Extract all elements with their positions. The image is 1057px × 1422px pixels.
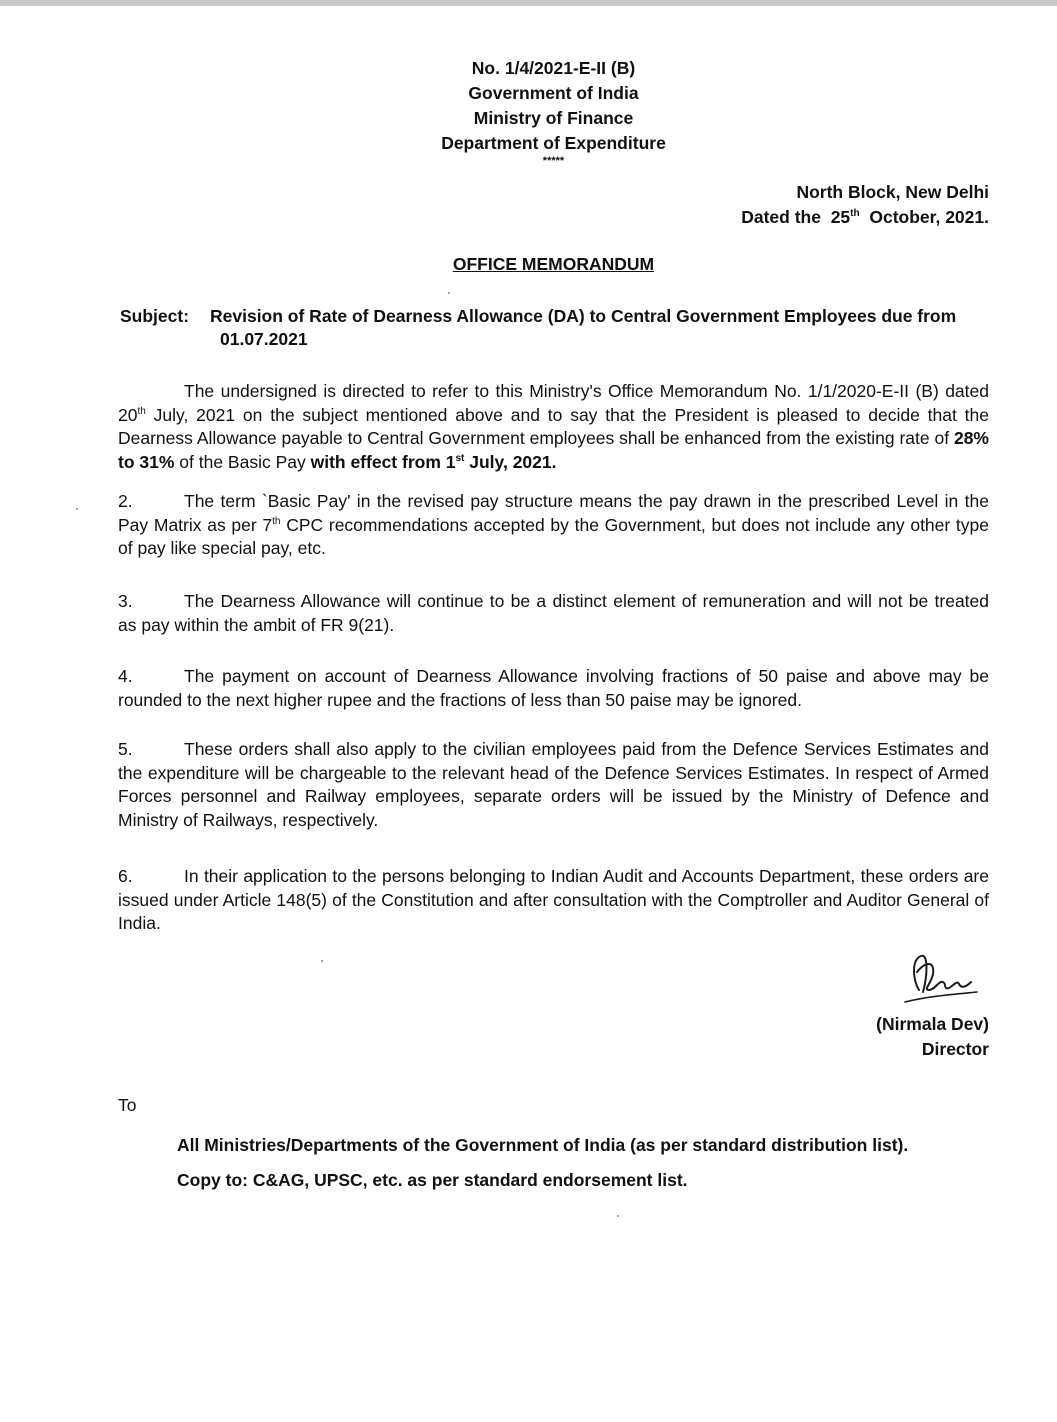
location: North Block, New Delhi [796,182,989,202]
paragraph-number: 6. [118,866,133,886]
p1-effective-date: July, 2021. [464,451,557,472]
subject-text-line2: 01.07.2021 [220,329,308,349]
copy-to: Copy to: C&AG, UPSC, etc. as per standard endorsement list. [177,1170,688,1190]
header-stars: ***** [542,155,565,167]
p3-text: The Dearness Allowance will continue to be a distinct element of remuneration and will not be treated as pay within the ambit of FR 9(21). [118,591,989,635]
subject-text-line1: Revision of Rate of Dearness Allowance (DA) to Central Government Employees due from [210,306,957,326]
letterhead [0,56,1057,166]
p5-text: These orders shall also apply to the civilian employees paid from the Defence Services Estimates and the expenditure will be chargeable to the relevant head of the Defence Services Estimates. In respect of Armed Forces personnel and Railway employees, separate orders will be issued by the Ministry of Defence and Ministry of Railways, respectively. [118,739,989,830]
place-and-date [741,180,989,230]
p6-text: In their application to the persons belonging to Indian Audit and Accounts Department, these orders are issued under Article 148(5) of the Constitution and after consultation with the Comptroller and Auditor General of India. [118,866,989,933]
paragraph-1 [118,380,989,474]
ministry-name: Ministry of Finance [473,108,634,128]
paragraph-number: 3. [118,591,133,611]
handwritten-signature [899,950,989,1012]
document-type: OFFICE MEMORANDUM [452,254,655,274]
date-line [741,205,989,230]
recipients: All Ministries/Departments of the Government of India (as per standard distribution list). [177,1135,909,1155]
scan-speck [448,292,450,294]
paragraph-number: 5. [118,739,133,759]
subject-block [120,305,990,351]
signatory-designation: Director [921,1039,989,1059]
scan-speck [617,1215,619,1217]
paragraph-number: 2. [118,491,133,511]
date-day: 25 [830,207,851,227]
document-title [0,254,1057,275]
paragraph-number: 4. [118,666,133,686]
paragraph-2 [118,490,989,561]
p1-effective-from: with effect from 1 [310,451,456,472]
paragraph-4 [118,665,989,712]
paragraph-5 [118,738,989,832]
subject-label: Subject: [120,306,190,326]
file-number: No. 1/4/2021-E-II (B) [471,58,636,78]
department-name: Department of Expenditure [441,133,666,153]
scan-speck [321,960,323,962]
date-month-year: October, 2021. [869,207,989,227]
scan-speck [76,508,78,510]
dated-prefix: Dated the [741,207,821,227]
p4-text: The payment on account of Dearness Allowance involving fractions of 50 paise and above may be rounded to the next higher rupee and the fractions of less than 50 paise may be ignored. [118,666,989,710]
p1-sup-th: th [137,405,146,417]
p1-rate-change: 28% to 31% [118,428,989,472]
signatory-name: (Nirmala Dev) [876,1014,989,1034]
date-day-suffix: th [850,208,860,220]
p1-text-a: The undersigned is directed to refer to this Ministry's Office Memorandum No. 1/1/2020-E-II (B) dated 20 [118,381,989,425]
signature-block [876,950,989,1062]
p1-sup-st: st [455,452,465,464]
government-name: Government of India [468,83,639,103]
paragraph-3 [118,590,989,637]
p2-text-a: The term `Basic Pay' in the revised pay structure means the pay drawn in the prescribed Level in the Pay Matrix as per 7 [118,491,989,535]
p1-text-b: July, 2021 on the subject mentioned above and to say that the President is pleased to decide that the Dearness Allowance payable to Central Government employees shall be enhanced from the existing rate of [118,404,989,448]
to-label: To [118,1095,137,1115]
paragraph-6 [118,865,989,936]
p1-text-c: of the Basic Pay [174,451,311,472]
p2-sup-th: th [272,515,281,527]
p2-text-b: CPC recommendations accepted by the Government, but does not include any other type of pay like special pay, etc. [118,514,990,558]
distribution-block [177,1128,908,1198]
